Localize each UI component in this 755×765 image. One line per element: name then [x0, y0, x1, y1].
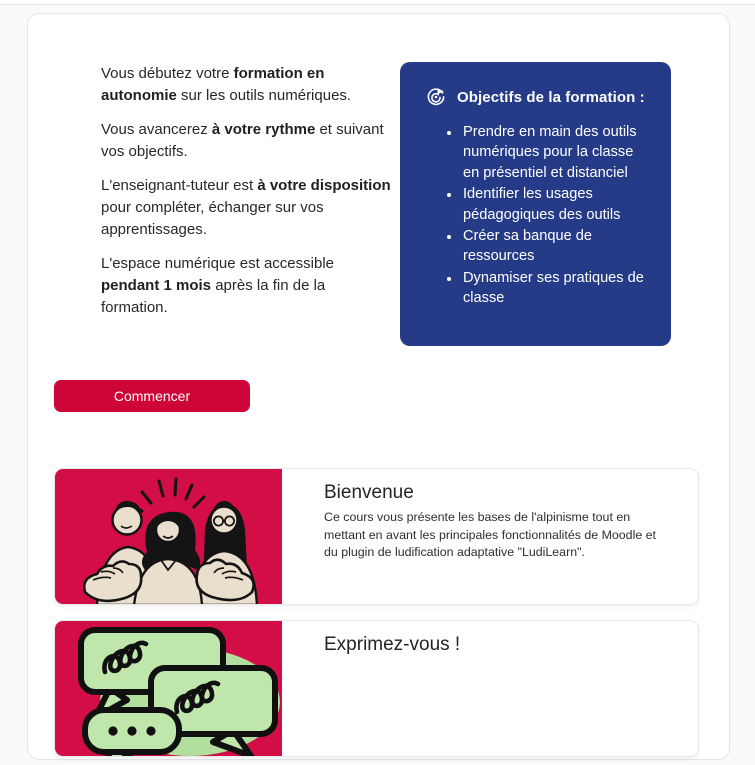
course-intro-text	[101, 63, 394, 331]
objective-item: • Identifier les usages pédagogiques des outils	[461, 184, 651, 225]
section-card-bienvenue[interactable]	[54, 468, 699, 605]
course-main-card	[27, 13, 730, 760]
objectives-box	[400, 62, 671, 346]
intro-paragraph: Vous débutez votre formation en autonomie sur les outils numériques.	[101, 65, 352, 104]
intro-paragraph: L'enseignant-tuteur est à votre disposition pour compléter, échanger sur vos apprentissages.	[101, 177, 391, 238]
section-title-bienvenue[interactable]: Bienvenue	[324, 482, 414, 503]
section-body	[282, 469, 698, 604]
section-body	[282, 621, 698, 756]
objectives-list	[425, 122, 651, 309]
objective-item: • Dynamiser ses pratiques de classe	[461, 268, 651, 309]
section-title-exprimez-vous[interactable]: Exprimez-vous !	[324, 634, 461, 655]
three-people-celebrating-illustration	[55, 469, 282, 604]
objectives-title: Objectifs de la formation :	[457, 88, 645, 106]
section-card-exprimez-vous[interactable]	[54, 620, 699, 757]
commencer-button[interactable]: Commencer	[54, 380, 250, 412]
speech-bubbles-illustration	[55, 621, 282, 756]
intro-paragraph: Vous avancerez à votre rythme et suivant vos objectifs.	[101, 121, 384, 160]
objectives-header	[425, 86, 651, 108]
objective-item: • Créer sa banque de ressources	[461, 226, 651, 267]
goal-target-icon	[425, 86, 447, 108]
intro-paragraph: L'espace numérique est accessible pendant 1 mois après la fin de la formation.	[101, 255, 334, 316]
objective-item: • Prendre en main des outils numériques pour la classe en présentiel et distanciel	[461, 122, 651, 183]
section-description: Ce cours vous présente les bases de l'alpinisme tout en mettant en avant les principales fonctionnalités de Moodle et du plugin de ludification adaptative "LudiLearn".	[324, 510, 656, 559]
